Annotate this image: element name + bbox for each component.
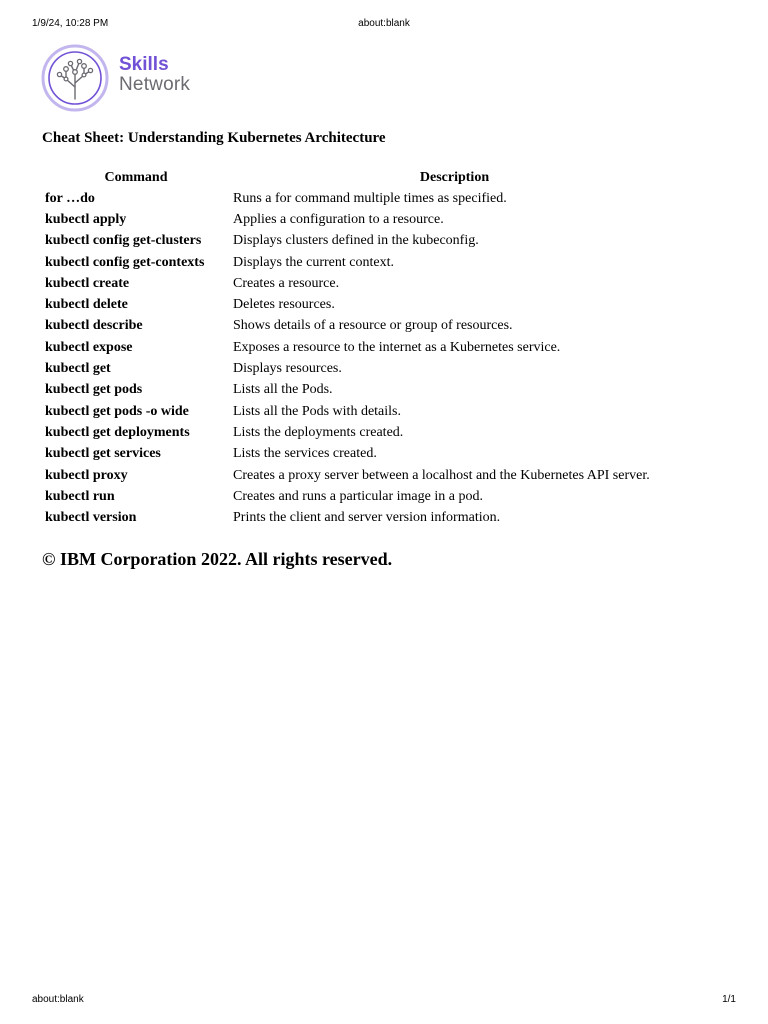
command-cell: kubectl get [45,361,111,377]
copyright-notice: © IBM Corporation 2022. All rights reserved. [42,549,393,569]
description-cell: Displays resources. [233,361,342,377]
commands-table [42,168,679,529]
table-header-row [42,168,679,188]
table-row [42,358,679,379]
command-cell: kubectl run [45,488,115,504]
description-cell: Creates and runs a particular image in a pod. [233,488,483,504]
command-cell: kubectl apply [45,211,127,227]
command-cell: kubectl delete [45,297,128,313]
command-cell: for …do [45,190,95,206]
description-cell: Deletes resources. [233,297,335,313]
table-row [42,422,679,443]
table-row [42,316,679,337]
table-row [42,380,679,401]
table-row [42,486,679,507]
table-row [42,252,679,273]
description-cell: Exposes a resource to the internet as a Kubernetes service. [233,339,561,355]
table-row [42,273,679,294]
description-cell: Displays the current context. [233,254,394,270]
column-header-command: Command [104,170,168,185]
description-cell: Prints the client and server version information. [233,510,501,526]
table-row [42,209,679,230]
description-cell: Shows details of a resource or group of resources. [233,318,513,334]
tree-circle-icon [41,43,111,113]
print-footer-page-number: 1/1 [722,994,736,1005]
command-cell: kubectl get services [45,446,161,462]
column-header-description: Description [419,170,490,185]
description-cell: Displays clusters defined in the kubeconfig. [233,233,479,249]
command-cell: kubectl config get-clusters [45,233,202,249]
description-cell: Applies a configuration to a resource. [233,211,444,227]
logo-text-skills: Skills [119,54,169,75]
description-cell: Lists the deployments created. [233,424,404,440]
command-cell: kubectl get pods -o wide [45,403,189,419]
command-cell: kubectl get deployments [45,424,190,440]
table-row [42,294,679,315]
print-header-url: about:blank [358,18,410,29]
print-header-datetime: 1/9/24, 10:28 PM [32,18,109,29]
table-row [42,231,679,252]
table-row [42,188,679,209]
description-cell: Lists all the Pods. [233,382,333,398]
command-cell: kubectl create [45,275,130,291]
command-cell: kubectl version [45,510,137,526]
description-cell: Lists the services created. [233,446,377,462]
print-footer-url: about:blank [32,994,84,1005]
logo-text-network: Network [119,74,191,95]
skills-network-logo [41,43,201,113]
table-row [42,337,679,358]
description-cell: Creates a proxy server between a localhost and the Kubernetes API server. [233,467,650,483]
table-row [42,507,679,528]
command-cell: kubectl describe [45,318,143,334]
description-cell: Lists all the Pods with details. [233,403,401,419]
logo-wordmark [119,55,190,95]
command-cell: kubectl proxy [45,467,128,483]
command-cell: kubectl expose [45,339,133,355]
table-row [42,444,679,465]
description-cell: Creates a resource. [233,275,340,291]
command-cell: kubectl config get-contexts [45,254,205,270]
description-cell: Runs a for command multiple times as specified. [233,190,507,206]
command-cell: kubectl get pods [45,382,143,398]
table-row [42,465,679,486]
page-title: Cheat Sheet: Understanding Kubernetes Architecture [42,130,386,146]
table-row [42,401,679,422]
